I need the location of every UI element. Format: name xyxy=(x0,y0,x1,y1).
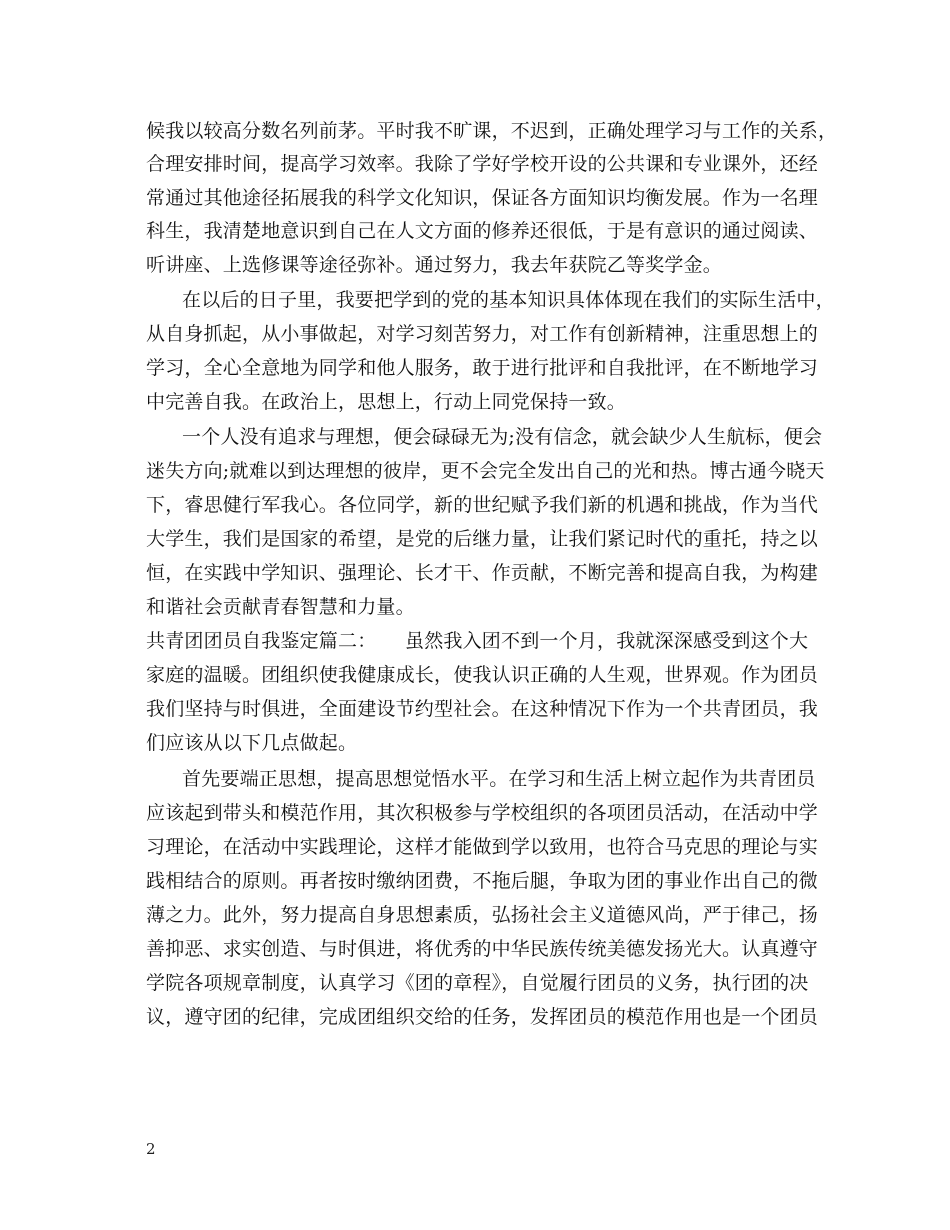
text-line: 习理论，在活动中实践理论，这样才能做到学以致用，也符合马克思的理论与实 xyxy=(146,836,819,858)
text-line: 候我以较高分数名列前茅。平时我不旷课，不迟到，正确处理学习与工作的关系， xyxy=(146,120,838,142)
text-line: 践相结合的原则。再者按时缴纳团费，不拖后腿，争取为团的事业作出自己的微 xyxy=(146,870,819,892)
text-line: 应该起到带头和模范作用，其次积极参与学校组织的各项团员活动，在活动中学 xyxy=(146,802,819,824)
section-heading-line xyxy=(146,624,826,658)
section-title: 共青团团员自我鉴定篇二： xyxy=(146,630,377,652)
text-line: 学习，全心全意地为同学和他人服务，敢于进行批评和自我批评，在不断地学习 xyxy=(146,357,819,379)
text-line: 迷失方向;就难以到达理想的彼岸，更不会完全发出自己的光和热。博古通今晓天 xyxy=(146,460,825,482)
text-line: 我们坚持与时俱进，全面建设节约型社会。在这种情况下作为一个共青团员，我 xyxy=(146,698,819,720)
section-first-sentence: 虽然我入团不到一个月，我就深深感受到这个大 xyxy=(405,630,809,652)
paragraph-first-line: 在以后的日子里，我要把学到的党的基本知识具体体现在我们的实际生活中， xyxy=(182,289,835,311)
text-line: 听讲座、上选修课等途径弥补。通过努力，我去年获院乙等奖学金。 xyxy=(146,254,723,276)
text-line: 中完善自我。在政治上，思想上，行动上同党保持一致。 xyxy=(146,391,627,413)
text-line: 家庭的温暖。团组织使我健康成长，使我认识正确的人生观，世界观。作为团员 xyxy=(146,664,819,686)
text-line: 学院各项规章制度，认真学习《团的章程》，自觉履行团员的义务，执行团的决 xyxy=(146,972,809,994)
text-line: 薄之力。此外，努力提高自身思想素质，弘扬社会主义道德风尚，严于律己，扬 xyxy=(146,904,819,926)
text-line: 和谐社会贡献青春智慧和力量。 xyxy=(146,596,415,618)
page-number: 2 xyxy=(146,1140,156,1158)
text-line: 议，遵守团的纪律，完成团组织交给的任务，发挥团员的模范作用也是一个团员 xyxy=(146,1006,819,1028)
text-line: 善抑恶、求实创造、与时俱进，将优秀的中华民族传统美德发扬光大。认真遵守 xyxy=(146,938,819,960)
text-line: 科生，我清楚地意识到自己在人文方面的修养还很低，于是有意识的通过阅读、 xyxy=(146,220,819,242)
text-line: 从自身抓起，从小事做起，对学习刻苦努力，对工作有创新精神，注重思想上的 xyxy=(146,323,819,345)
text-line: 常通过其他途径拓展我的科学文化知识，保证各方面知识均衡发展。作为一名理 xyxy=(146,187,819,209)
paragraph-first-line: 一个人没有追求与理想，便会碌碌无为;没有信念，就会缺少人生航标，便会 xyxy=(182,426,823,448)
text-line: 合理安排时间，提高学习效率。我除了学好学校开设的公共课和专业课外，还经 xyxy=(146,153,819,175)
text-line: 大学生，我们是国家的希望，是党的后继力量，让我们紧记时代的重托，持之以 xyxy=(146,528,819,550)
paragraph-first-line: 首先要端正思想，提高思想觉悟水平。在学习和生活上树立起作为共青团员 xyxy=(182,768,816,790)
text-line: 下，睿思健行军我心。各位同学，新的世纪赋予我们新的机遇和挑战，作为当代 xyxy=(146,494,819,516)
text-line: 恒，在实践中学知识、强理论、长才干、作贡献，不断完善和提高自我，为构建 xyxy=(146,562,819,584)
text-line: 们应该从以下几点做起。 xyxy=(146,732,358,754)
